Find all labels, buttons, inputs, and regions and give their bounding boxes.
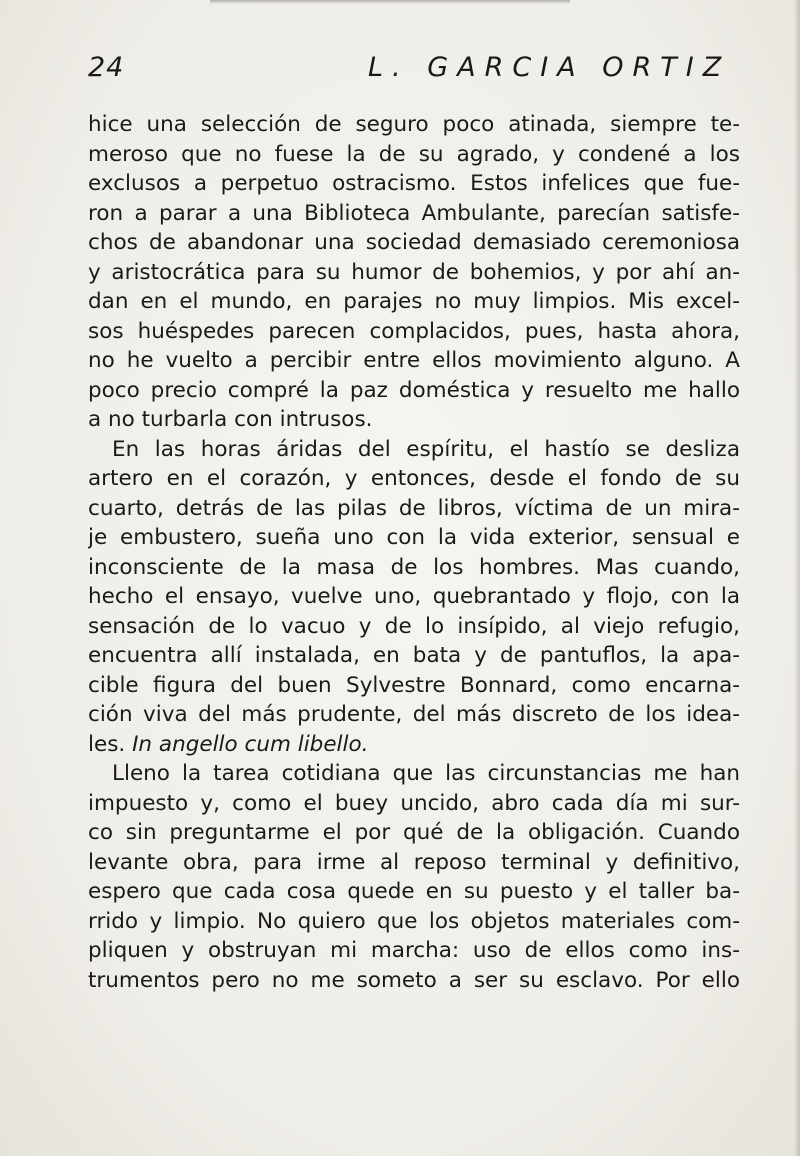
text-line: En las horas áridas del espíritu, el hastío se desliza (112, 436, 740, 462)
text-line: cuarto, detrás de las pilas de libros, víctima de un mira- (88, 495, 740, 521)
text-line: inconsciente de la masa de los hombres. Mas cuando, (88, 554, 740, 580)
text-line: cible figura del buen Sylvestre Bonnard, como encarna- (88, 672, 740, 698)
scan-shadow-right (794, 0, 800, 1156)
text-line: dan en el mundo, en parajes no muy limpios. Mis excel- (88, 289, 740, 314)
text-line: levante obra, para irme al reposo terminal y definitivo, (88, 849, 740, 875)
text-line: poco precio compré la paz doméstica y resuelto me hallo (88, 377, 740, 403)
text-line: pliquen y obstruyan mi marcha: uso de ellos como ins- (88, 938, 740, 963)
body-text (88, 110, 740, 995)
text-line: ción viva del más prudente, del más discreto de los idea- (88, 702, 740, 727)
text-line: a no turbarla con intrusos. (88, 407, 373, 432)
text-line: sensación de lo vacuo y de lo insípido, al viejo refugio, (88, 613, 740, 639)
page-number: 24 (88, 52, 125, 83)
text-line: je embustero, sueña uno con la vida exterior, sensual e (88, 525, 740, 550)
text-line: impuesto y, como el buey uncido, abro cada día mi sur- (88, 790, 740, 816)
text-line: chos de abandonar una sociedad demasiado ceremoniosa (88, 230, 740, 255)
text-line-start: les. (88, 731, 126, 757)
text-line: hecho el ensayo, vuelve uno, quebrantado y flojo, con la (88, 584, 740, 609)
text-line: encuentra allí instalada, en bata y de pantuflos, la apa- (88, 643, 740, 668)
latin-quote: In angello cum libello. (132, 731, 369, 757)
text-line: rrido y limpio. No quiero que los objetos materiales com- (88, 908, 740, 934)
text-line: co sin preguntarme el por qué de la obligación. Cuando (88, 820, 740, 845)
text-line: espero que cada cosa quede en su puesto y el taller ba- (88, 879, 740, 904)
text-line: artero en el corazón, y entonces, desde el fondo de su (88, 466, 740, 491)
text-line: no he vuelto a percibir entre ellos movimiento alguno. A (88, 348, 740, 373)
text-line: trumentos pero no me someto a ser su esclavo. Por ello (88, 967, 740, 993)
running-head: L. GARCIA ORTIZ (368, 52, 731, 83)
page-header (88, 52, 740, 96)
text-line: sos huéspedes parecen complacidos, pues, hasta ahora, (88, 318, 740, 344)
text-line: hice una selección de seguro poco atinada, siempre te- (88, 112, 740, 137)
scan-shadow-top (210, 0, 570, 4)
text-line: y aristocrática para su humor de bohemios, y por ahí an- (88, 259, 740, 285)
text-line: ron a parar a una Biblioteca Ambulante, parecían satisfe- (88, 200, 740, 226)
text-line: exclusos a perpetuo ostracismo. Estos infelices que fue- (88, 171, 740, 196)
text-line-with-quote (88, 730, 740, 760)
text-line: meroso que no fuese la de su agrado, y condené a los (88, 141, 740, 167)
text-line: Lleno la tarea cotidiana que las circunstancias me han (112, 761, 740, 786)
